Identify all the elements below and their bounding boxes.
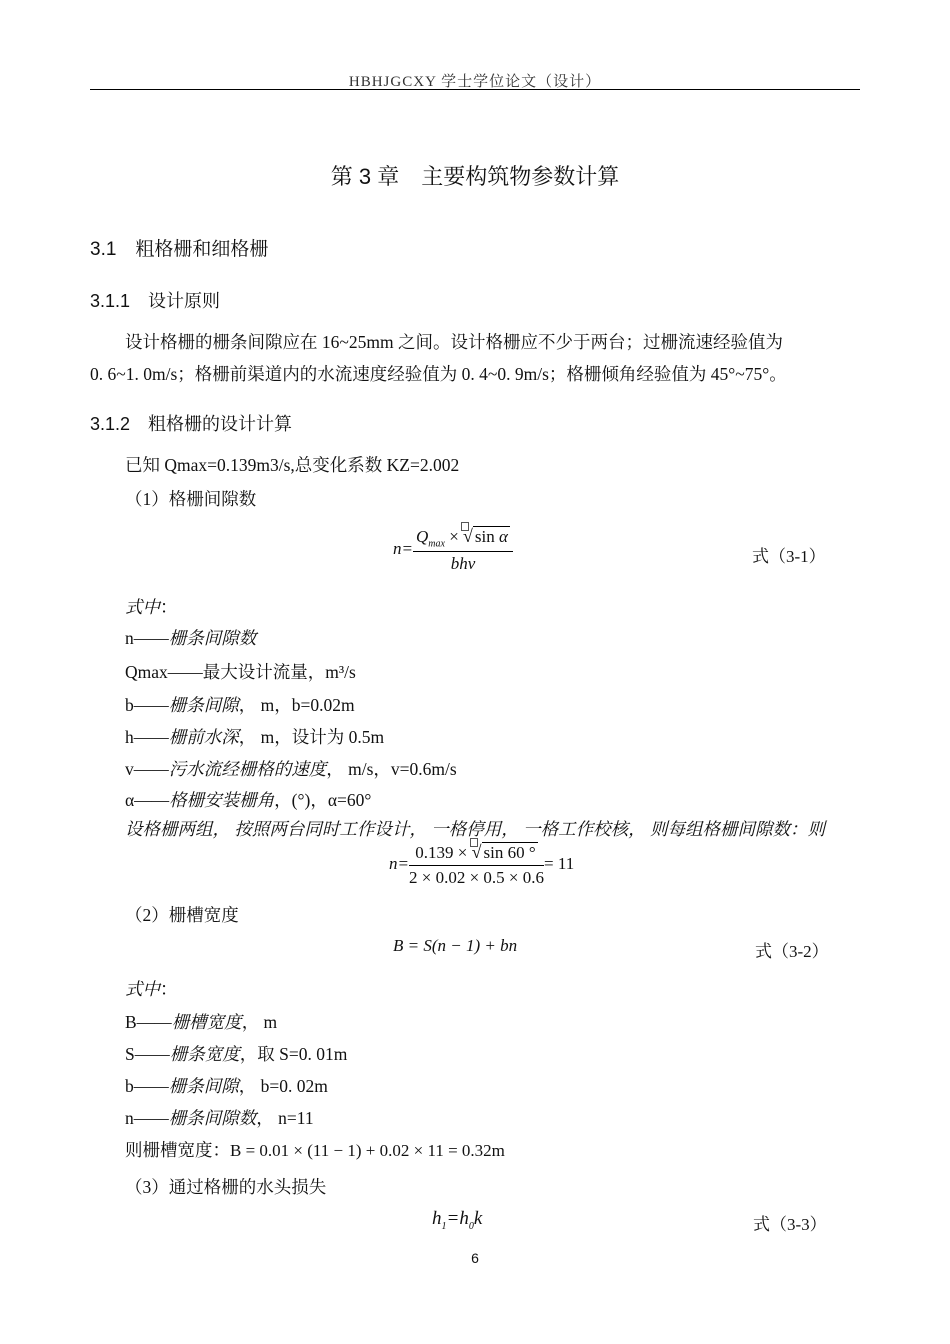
equation-3-2: B = S(n − 1) + bn bbox=[393, 936, 518, 955]
def-b-2: b——栅条间隙， b=0. 02m bbox=[125, 1076, 328, 1096]
principle-line-2: 0. 6~1. 0m/s；格栅前渠道内的水流速度经验值为 0. 4~0. 9m/s；格栅倾角经验值为 45°~75°。 bbox=[90, 364, 787, 384]
principle-line-1: 设计格栅的栅条间隙应在 16~25mm 之间。设计格栅应不少于两台；过栅流速经验值为 bbox=[125, 332, 783, 352]
where-label-2: 式中： bbox=[125, 979, 178, 999]
def-v: v——污水流经栅格的速度， m/s，v=0.6m/s bbox=[125, 759, 457, 779]
section-3-1-2-title: 3.1.2 粗格栅的设计计算 bbox=[90, 414, 293, 434]
equation-3-1-number: 式（3-1） bbox=[752, 547, 826, 566]
equation-3-1-evaluation: n= 0.139 × √ sin 60 ° 2 × 0.02 × 0.5 × 0.6 = 11 bbox=[389, 842, 574, 888]
item-2-heading: （2）栅槽宽度 bbox=[125, 905, 239, 925]
design-note: 设格栅两组， 按照两台同时工作设计， 一格停用， 一格工作校核， 则每组格栅间隙数：则 bbox=[125, 819, 825, 839]
section-3-1-title: 3.1 粗格栅和细格栅 bbox=[90, 239, 269, 260]
def-b: b——栅条间隙， m，b=0.02m bbox=[125, 695, 355, 715]
width-result: 则栅槽宽度：B = 0.01 × (11 − 1) + 0.02 × 11 = 0.32m bbox=[125, 1140, 505, 1160]
header-rule bbox=[90, 89, 860, 90]
def-alpha: α——格栅安装栅角，(°)，α=60° bbox=[125, 790, 372, 810]
section-3-1-1-title: 3.1.1 设计原则 bbox=[90, 291, 221, 311]
chapter-title: 第 3 章 主要构筑物参数计算 bbox=[330, 164, 620, 189]
page-header: HBHJGCXY 学士学位论文（设计） bbox=[348, 74, 602, 90]
page-number: 6 bbox=[471, 1250, 479, 1266]
def-qmax: Qmax——最大设计流量，m³/s bbox=[125, 662, 356, 682]
known-values: 已知 Qmax=0.139m3/s,总变化系数 KZ=2.002 bbox=[125, 455, 460, 475]
item-1-heading: （1）格栅间隙数 bbox=[125, 489, 257, 509]
def-S: S——栅条宽度，取 S=0. 01m bbox=[125, 1044, 348, 1064]
def-h: h——栅前水深， m，设计为 0.5m bbox=[125, 727, 385, 747]
equation-3-3: $h_1=h_0k$ bbox=[432, 1208, 483, 1232]
item-3-heading: （3）通过格栅的水头损失 bbox=[125, 1177, 327, 1197]
equation-3-3-number: 式（3-3） bbox=[753, 1215, 827, 1234]
equation-3-2-number: 式（3-2） bbox=[755, 942, 829, 961]
where-label-1: 式中： bbox=[125, 597, 178, 617]
equation-3-1: n= $Q_{max}$ × √ sin α bhv bbox=[393, 526, 513, 574]
def-n-2: n——栅条间隙数， n=11 bbox=[125, 1108, 314, 1128]
def-B: B——栅槽宽度， m bbox=[125, 1012, 278, 1032]
def-n: n——栅条间隙数 bbox=[125, 628, 257, 648]
